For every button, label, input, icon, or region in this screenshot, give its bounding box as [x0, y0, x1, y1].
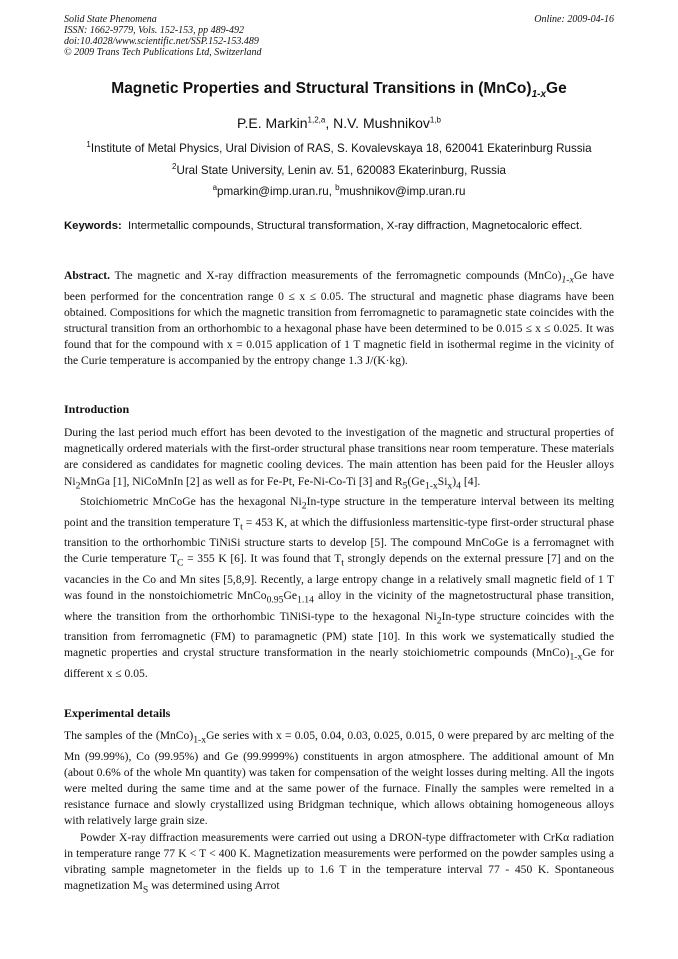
- email-a[interactable]: pmarkin@imp.uran.ru: [217, 184, 329, 198]
- affiliation-2-sup: 2: [172, 162, 177, 171]
- author-separator: ,: [325, 115, 334, 131]
- experimental-paragraph-1: The samples of the $(MnCo)_{1-x}Ge$ series with x = 0.05, 0.04, 0.03, 0.025, 0.015, 0 were prepared by arc melting of the Mn (99.99%), Co (99.95%) and Ge (99.9999%) constituents in argon atmosphere. The additional amount of Mn (about 0.6% of the whole Mn quantity) was taken for compensation of the weight losses during melting. All the ingots were melted during the same time and at the same power of the furnace. Finally the samples were remelted in a resistance furnace and slowly crystallized using Bridgman technique, which allows obtaining homogeneous alloys with relatively large grain size.: [64, 729, 614, 828]
- experimental-body: [64, 728, 614, 899]
- email-line: [64, 183, 614, 198]
- author-2: N.V. Mushnikov: [333, 115, 430, 131]
- doi-line[interactable]: doi:10.4028/www.scientific.net/SSP.152-153.489: [64, 36, 259, 47]
- journal-header: [64, 14, 614, 58]
- affiliation-1: [64, 140, 614, 155]
- author-1: P.E. Markin: [237, 115, 308, 131]
- affiliation-2-text: Ural State University, Lenin av. 51, 620083 Ekaterinburg, Russia: [176, 163, 506, 177]
- author-2-sup: 1,b: [429, 115, 441, 125]
- intro-heading: Introduction: [64, 402, 130, 416]
- online-date: Online: 2009-04-16: [534, 14, 614, 25]
- intro-body: [64, 425, 614, 682]
- title-text: Magnetic Properties and Structural Transitions in (MnCo): [111, 80, 532, 97]
- journal-name: Solid State Phenomena: [64, 14, 157, 25]
- title-end: Ge: [546, 80, 567, 97]
- email-b[interactable]: mushnikov@imp.uran.ru: [339, 184, 466, 198]
- experimental-paragraph-2: Powder X-ray diffraction measurements were carried out using a DRON-type diffractometer with CrKα radiation in temperature range 77 K < T < 400 K. Magnetization measurements were performed on the powder samples using a vibrating sample magnetometer in the fields up to 1.6 T in the temperature interval 77 - 450 K. Spontaneous magnetization $M_S$ was determined using Arrot: [64, 830, 614, 896]
- experimental-heading: Experimental details: [64, 706, 171, 720]
- email-a-sup: a: [212, 183, 218, 192]
- abstract-label: Abstract.: [64, 269, 111, 282]
- paper-title: [64, 80, 614, 100]
- abstract-text-1: The magnetic and X-ray diffraction measurements of the ferromagnetic compounds (MnCo): [110, 269, 562, 282]
- intro-paragraph-2: Stoichiometric MnCoGe has the hexagonal $Ni_2In$-type structure in the temperature interval between its melting point and the transition temperature $T_t = 453$ K, at which the diffusionless martensitic-type first-order structural phase transition to the orthorhombic TiNiSi structure starts to develop [5]. The compound MnCoGe is a ferromagnet with the Curie temperature $T_C = 355$ K [6]. It was found that $T_t$ strongly depends on the external pressure [7] and on the vacancies in the Co and Mn sites [5,8,9]. Recently, a large entropy change in a relatively small magnetic field of 1 T was found in the nonstoichiometric $MnCo_{0.95}Ge_{1.14}$ alloy in the vicinity of the magnetostructural phase transition, where the transition from the orthorhombic TiNiSi-type to the hexagonal $Ni_2In$-type structure coincides with the transition from ferromagnetic (FM) to paramagnetic (PM) state [10]. In this work we systematically studied the magnetic properties and crystal structure transformation in the nearly stoichiometric compounds $(MnCo)_{1-x}Ge$ for different x ≤ 0.05.: [64, 495, 615, 680]
- affiliation-1-text: Institute of Metal Physics, Ural Division of RAS, S. Kovalevskaya 18, 620041 Ekaterinburg Russia: [90, 141, 592, 155]
- abstract-text-2: Ge have been performed for the concentration range 0 ≤ x ≤ 0.05. The structural and magnetic phase diagrams have been obtained. Compositions for which the magnetic transition from ferromagnetic to paramagnetic state coincides with the structural transition from an orthorhombic to a hexagonal phase have been determined to be 0.015 ≤ x ≤ 0.025. It was found that for the compound with x = 0.015 application of 1 T magnetic field in isothermal regime in the vicinity of the Curie temperature is accompanied by the entropy change 1.3 J/(K·kg).: [64, 269, 615, 368]
- abstract-subscript: 1-x: [561, 274, 574, 286]
- author-list: [64, 115, 614, 131]
- title-subscript: 1-x: [531, 89, 547, 101]
- issn-line: ISSN: 1662-9779, Vols. 152-153, pp 489-492: [64, 25, 244, 36]
- email-b-sup: b: [335, 183, 340, 192]
- copyright-line: © 2009 Trans Tech Publications Ltd, Switzerland: [64, 47, 262, 58]
- email-separator: ,: [328, 184, 336, 198]
- author-1-sup: 1,2,a: [307, 115, 326, 125]
- keywords-text: Intermetallic compounds, Structural transformation, X-ray diffraction, Magnetocaloric effect.: [128, 220, 583, 232]
- keywords: [64, 220, 614, 233]
- intro-paragraph-1: During the last period much effort has been devoted to the investigation of the magnetic and structural properties of magnetically ordered materials with the first-order structural phase transitions near room temperature. These materials are considered as candidates for magnetic cooling devices. The main attention has been paid for the Heusler alloys $Ni_2MnGa$ [1], NiCoMnIn [2] as well as for Fe-Pt, Fe-Ni-Co-Ti [3] and $R_5(Ge_{1-x}Si_x)_4$ [4].: [64, 426, 614, 491]
- affiliation-1-sup: 1: [86, 140, 91, 149]
- keywords-label: Keywords:: [64, 220, 122, 232]
- affiliation-2: [64, 162, 614, 177]
- abstract: [64, 268, 614, 370]
